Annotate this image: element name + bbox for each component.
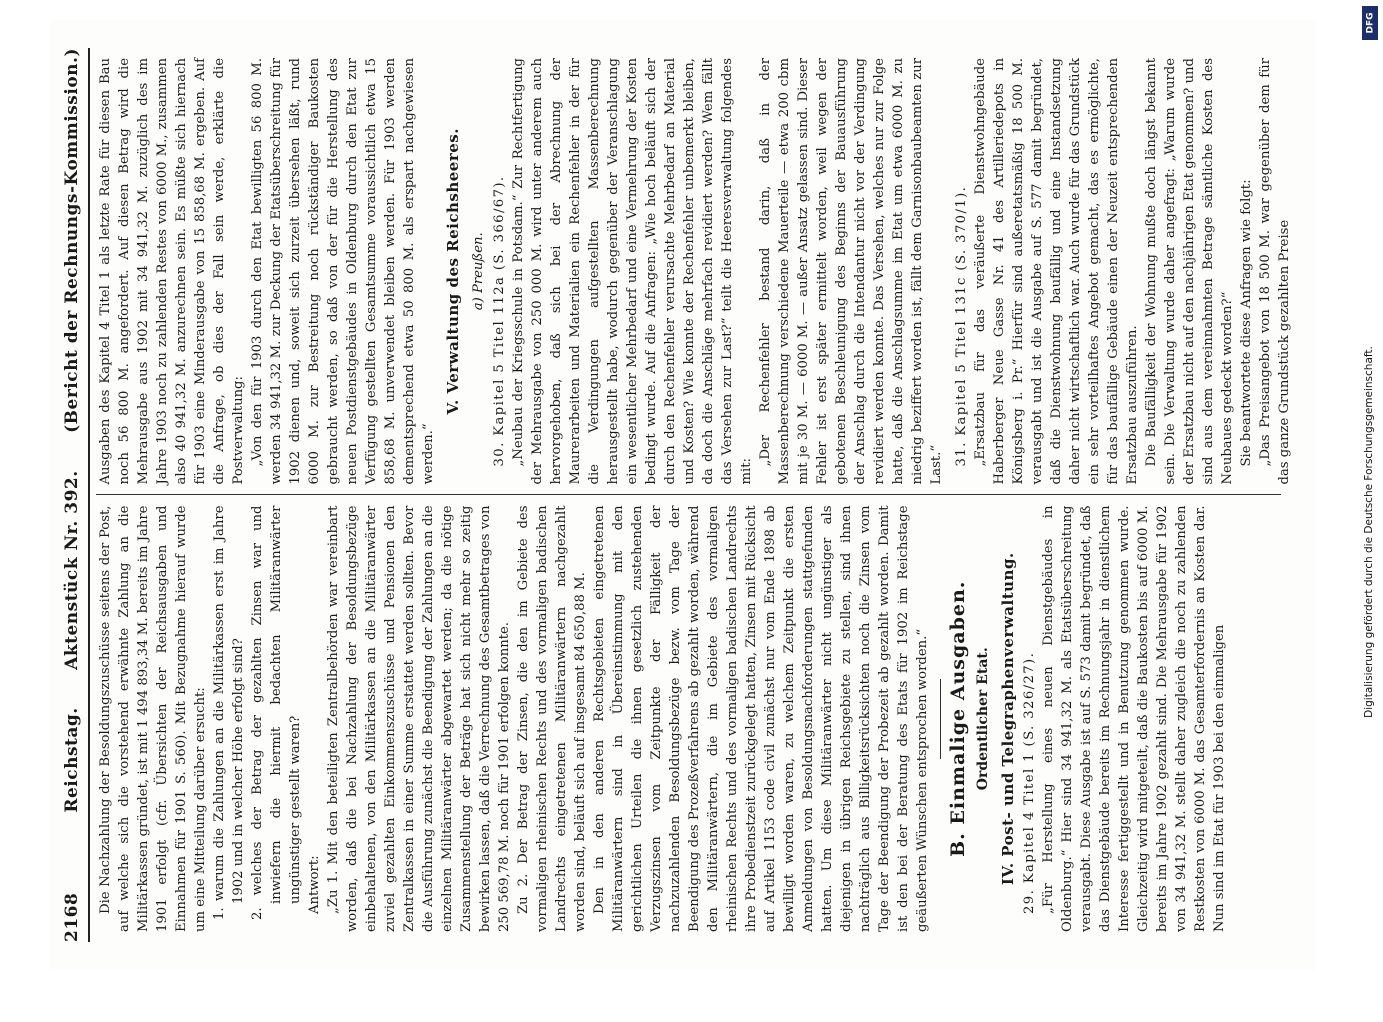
header-rule bbox=[88, 48, 90, 942]
paragraph: Die Nachzahlung der Besoldungszuschüsse seitens der Post, auf welche sich die vorstehend erwähnte Zahlung an die Militärkassen gründet, ist mit 1 494 893,34 M. bereits im Jahre 1901 erfolgt (cfr. Übersichten der Reichsausgaben und Einnahmen für 1901 S. 560). Mit Bezugnahme hierauf wurde um eine Mitteilung darüber ersucht: bbox=[98, 505, 208, 932]
item-text: „Für Herstellung eines neuen Dienstgebäudes in Oldenburg.“ Hier sind 34 941,32 M. als Etatsüberschreitung verausgabt. Diese Ausgabe ist auf S. 573 damit begründet, daß das Dienstgebäude bereits im Rechnungsjahr in dienstlichem Interesse fertiggestellt und in Benutzung genommen wurde. Gleichzeitig wird mitgeteilt, daß die Baukosten bis auf 6000 M. bereits im Jahre 1902 gezahlt sind. Die Mehrausgabe für 1902 von 34 941,32 M. stellt daher zugleich die noch zu zahlenden Restkosten von 6000 M. das Gesamterfordernis an Kosten dar. Nun sind im Etat für 1903 bei den einmaligen bbox=[1041, 505, 1227, 932]
paragraph: „Das Preisangebot von 18 500 M. war gegenüber dem für das ganze Grundstück gezahlten Preise bbox=[1258, 58, 1292, 485]
funding-credit: Digitalisierung gefördert durch die Deutsche Forschungsgemeinschaft. bbox=[1363, 346, 1375, 718]
running-head bbox=[62, 48, 88, 942]
page-number: 2168 bbox=[62, 892, 82, 942]
item-text: „Neubau der Kriegsschule in Potsdam.“ Zur Rechtfertigung der Mehrausgabe von 250 000 M. wird unter anderem auch hervorgehoben, daß sich bei der Abrechnung der Maurerarbeiten und Materialien ein Rechenfehler in der für die Verdingungen aufgestellten Massenberechnung herausgestellt habe, wodurch gegenüber der Veranschlagung ein wesentlicher Mehrbedarf und eine Vermehrung der Kosten bedingt wurde. Auf die Anfragen: „Wie hoch beläuft sich der durch den Rechenfehler verursachte Mehrbedarf an Material und Kosten? Wie konnte der Rechenfehler unbemerkt bleiben, da doch die Anschläge mehrfach revidiert werden? Wem fällt das Versehen zur Last?“ teilt die Heeresverwaltung folgendes mit: bbox=[511, 58, 754, 485]
center-title: Aktenstück Nr. 392. bbox=[62, 470, 82, 670]
item-title: 29. Kapitel 4 Titel 1 (S. 326/27). bbox=[1022, 651, 1037, 914]
left-title: Reichstag. bbox=[62, 707, 82, 813]
item-title: 31. Kapitel 5 Titel 131c (S. 370/1). bbox=[954, 185, 969, 467]
paragraph: Die Baufälligkeit der Wohnung mußte doch längst bekannt sein. Die Verwaltung wurde daher angefragt: „Warum wurde der Ersatzbau nicht auf den nachjährigen Etat genommen? und sind aus dem vereinnahmten Betrage sämtliche Kosten des Neubaues gedeckt worden?“ bbox=[1144, 58, 1235, 485]
answer-label: Antwort: bbox=[307, 855, 322, 914]
digitization-stamp bbox=[1359, 6, 1381, 996]
question-2: 2. welches der Betrag der gezahlten Zinsen war und inwiefern die hiermit bedachten Militäranwärter ungünstiger gestellt waren? bbox=[250, 505, 303, 920]
document-page bbox=[50, 20, 1315, 970]
section-heading-b: B. Einmalige Ausgaben. bbox=[947, 580, 969, 857]
subsection-heading: Ordentlicher Etat. bbox=[975, 647, 991, 791]
right-column bbox=[96, 48, 1292, 495]
section-heading-v: V. Verwaltung des Reichsheeres. bbox=[444, 128, 462, 415]
paragraph: Ausgaben des Kapitel 4 Titel 1 als letzte Rate für diesen Bau noch 56 800 M. angefordert. Auf diesen Betrag wird die Mehrausgabe aus 1902 mit 34 941,32 M. zuzüglich des im Jahre 1903 noch zu zahlenden Restes von 6000 M., zusammen also 40 941,32 M. anzurechnen sein. Es müßte sich hiernach für 1903 eine Minderausgabe von 15 858,68 M. ergeben. Auf die Anfrage, ob dies der Fall sein werde, erklärte die Postverwaltung: bbox=[98, 58, 246, 485]
text-columns bbox=[96, 48, 1292, 942]
dfg-logo: DFG bbox=[1362, 6, 1378, 40]
divider bbox=[940, 679, 941, 759]
right-title: (Bericht der Rechnungs-Kommission.) bbox=[62, 48, 82, 433]
item-title: 30. Kapitel 5 Titel 112a (S. 366/67). bbox=[492, 175, 507, 467]
column-divider bbox=[96, 495, 1281, 496]
answer-3: Den in den anderen Rechtsgebieten eingetretenen Militäranwärtern sind in Übereinstimmung mit den gerichtlichen Urteilen die ihnen gesetzlich zustehenden Verzugszinsen vom Zeitpunkte der Fälligkeit der nachzuzahlenden Besoldungsbezüge bezw. vom Tage der Beendigung des Prozeßverfahrens ab gezahlt worden, während den Militäranwärtern, die im Gebiete des vormaligen rheinischen Rechts und des vormaligen badischen Landrechts ihre Probedienstzeit zurückgelegt hatten, Zinsen mit Rücksicht auf Artikel 1153 code civil zunächst nur vom Ende 1898 ab bewilligt worden waren, zu welchem Zeitpunkt die ersten Anmeldungen von Besoldungsnachforderungen stattgefunden hatten. Um diese Militäranwärter nicht ungünstiger als diejenigen in übrigen Reichsgebiete zu stellen, sind ihnen nachträglich aus Billigkeitsrücksichten noch die Zinsen vom Tage der Beendigung der Probezeit ab gezahlt worden. Damit ist den bei der Beratung des Etats für 1902 im Reichstage geäußerten Wünschen entsprochen worden.“ bbox=[592, 505, 930, 932]
country-heading: a) Preußen. bbox=[471, 232, 486, 311]
left-column bbox=[96, 496, 1281, 943]
item-text: „Ersatzbau für das veräußerte Dienstwohngebäude Haberberger Neue Gasse Nr. 41 des Artilleriedepots in Königsberg i. Pr.“ Hierfür sind außeretatsmäßig 18 500 M. verausgabt und ist die Ausgabe auf S. 577 damit begründet, daß die Dienstwohnung baufällig und eine Instandsetzung daher nicht wirtschaftlich war. Auch wurde für das Grundstück ein sehr vorteilhaftes Angebot gemacht, das es ermöglichte, für das baufällige Gebäude einen der Neuzeit entsprechenden Ersatzbau auszuführen. bbox=[973, 58, 1140, 485]
paragraph: Sie beantwortete diese Anfragen wie folgt: bbox=[1239, 179, 1254, 467]
paragraph: „Der Rechenfehler bestand darin, daß in der Massenberechnung verschiedene Mauerteile — etwa 200 cbm mit je 30 M. — 6000 M. — außer Ansatz gelassen sind. Dieser Fehler ist erst später ermittelt worden, weil wegen der gebotenen Beschleunigung des Beginns der Bauausführung der Anschlag durch die Intendantur nicht vor der Verdingung revidiert werden konnte. Das Versehen, welches nur zur Folge hatte, daß die Anschlagsumme im Etat um etwa 6000 M. zu niedrig beziffert worden ist, fällt dem Garnisonbaubeamten zur Last.“ bbox=[758, 58, 944, 485]
paragraph: „Von den für 1903 durch den Etat bewilligten 56 800 M. werden 34 941,32 M. zur Deckung der Etatsüberschreitung für 1902 dienen und, soweit sich zurzeit übersehen läßt, rund 6000 M. zur Bestreitung noch rückständiger Baukosten gebraucht werden, so daß von der für die Herstellung des neuen Postdienstgebäudes in Oldenburg durch den Etat zur Verfügung gestellten Gesamtsumme voraussichtlich etwa 15 858,68 M. unverwendet bleiben werden. Für 1903 werden dementsprechend etwa 50 800 M. als erspart nachgewiesen werden.“ bbox=[250, 58, 436, 485]
section-heading-iv: IV. Post- und Telegraphenverwaltung. bbox=[999, 552, 1017, 886]
answer-2: Zu 2. Der Betrag der Zinsen, die den im Gebiete des vormaligen rheinischen Rechts und des vormaligen badischen Landrechts eingetretenen Militäranwärtern nachgezahlt worden sind, beläuft sich auf insgesamt 84 650,88 M. bbox=[516, 505, 588, 932]
question-1: 1. warum die Zahlungen an die Militärkassen erst im Jahre 1902 und in welcher Höhe erfolgt sind? bbox=[212, 505, 246, 920]
answer-1: „Zu 1. Mit den beteiligten Zentralbehörden war vereinbart worden, daß die bei Nachzahlung der Besoldungsbezüge einbehaltenen, von den Militärkassen an die Militäranwärter zuviel gezahlten Einkommenszuschüsse und Pensionen den Zentralkassen in einer Summe erstattet werden sollten. Bevor die Ausführung zunächst die Beendigung der Zahlungen an die einzelnen Militäranwärter abgewartet werden; da die nötige Zusammenstellung der Beträge hat sich nicht mehr so zeitig bewirken lassen, daß die Verrechnung des Gesamtbetrages von 250 569,78 M. noch für 1901 erfolgen konnte. bbox=[326, 505, 512, 932]
